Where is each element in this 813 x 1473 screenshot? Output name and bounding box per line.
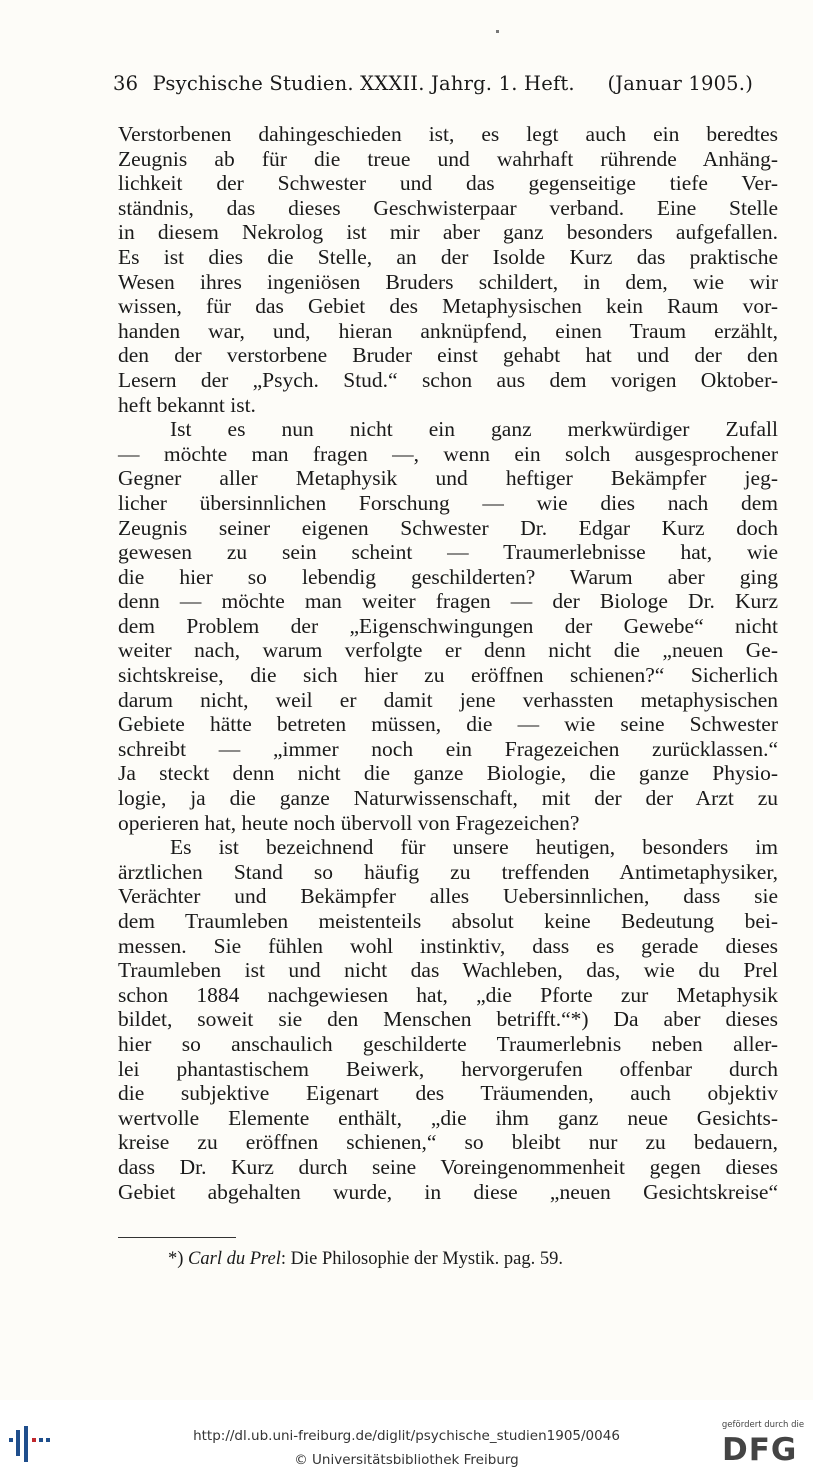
text-line: kreise zu eröffnen schienen,“ so bleibt nur zu bedauern, — [118, 1130, 778, 1155]
text-line: sichtskreise, die sich hier zu eröffnen schienen?“ Sicherlich — [118, 663, 778, 688]
text-line: Wesen ihres ingeniösen Bruders schildert, in dem, wie wir — [118, 269, 778, 294]
text-line: dem Traumleben meistenteils absolut keine Bedeutung bei- — [118, 909, 778, 933]
text-line: lichkeit der Schwester und das gegenseitige tiefe Ver- — [118, 171, 778, 196]
text-line: die hier so lebendig geschilderten? Warum aber ging — [118, 564, 778, 589]
text-line: heft bekannt ist. — [118, 392, 256, 417]
text-line: ärztlichen Stand so häufig zu treffenden Antimetaphysiker, — [118, 859, 778, 884]
text-line: wertvolle Elemente enthält, „die ihm ganz neue Gesichts- — [118, 1105, 778, 1130]
text-line: Verächter und Bekämpfer alles Uebersinnlichen, dass sie — [118, 884, 778, 909]
text-line: dass Dr. Kurz durch seine Voreingenommenheit gegen dieses — [118, 1154, 778, 1179]
text-line: Gebiete hätte betreten müssen, die — wie seine Schwester — [118, 712, 778, 737]
text-line: gewesen zu sein scheint — Traumerlebnisse hat, wie — [118, 540, 778, 565]
text-line: dem Problem der „Eigenschwingungen der Gewebe“ nicht — [118, 613, 778, 638]
footnote-text: : Die Philosophie der Mystik. pag. 59. — [280, 1249, 563, 1269]
text-line: — möchte man fragen —, wenn ein solch ausgesprochener — [118, 441, 778, 466]
text-line: lei phantastischem Beiwerk, hervorgerufen offenbar durch — [118, 1056, 778, 1081]
text-line: Es ist bezeichnend für unsere heutigen, besonders im — [170, 835, 778, 860]
funder-label: gefördert durch die — [721, 1420, 805, 1430]
text-line: Zeugnis seiner eigenen Schwester Dr. Edgar Kurz doch — [118, 515, 778, 540]
copyright-notice: © Universitätsbibliothek Freiburg — [294, 1452, 519, 1468]
scan-speck — [496, 30, 499, 33]
text-line: Es ist dies die Stelle, an der Isolde Kurz das praktische — [118, 244, 778, 269]
text-line: ständnis, das dieses Geschwisterpaar verband. Eine Stelle — [118, 195, 778, 220]
text-line: Zeugnis ab für die treue und wahrhaft rührende Anhäng- — [118, 146, 778, 171]
text-line: logie, ja die ganze Naturwissenschaft, mit der der Arzt zu — [118, 786, 778, 811]
text-line: in diesem Nekrolog ist mir aber ganz besonders aufgefallen. — [118, 220, 778, 245]
text-line: schon 1884 nachgewiesen hat, „die Pforte zur Metaphysik — [118, 982, 778, 1007]
body-text — [118, 122, 778, 1204]
footnote-rule — [118, 1237, 236, 1238]
text-line: licher übersinnlichen Forschung — wie dies nach dem — [118, 490, 778, 515]
text-line: wissen, für das Gebiet des Metaphysischen kein Raum vor- — [118, 294, 778, 319]
page-number: 36 — [113, 72, 139, 95]
issue-date: (Januar 1905.) — [607, 72, 753, 95]
text-line: bildet, soweit sie den Menschen betrifft.“*) Da aber dieses — [118, 1007, 778, 1032]
text-line: Traumleben ist und nicht das Wachleben, das, wie du Prel — [118, 958, 778, 983]
text-line: operieren hat, heute noch übervoll von Fragezeichen? — [118, 810, 580, 835]
text-line: handen war, und, hieran anknüpfend, einen Traum erzählt, — [118, 318, 778, 343]
text-line: Lesern der „Psych. Stud.“ schon aus dem vorigen Oktober- — [118, 367, 778, 392]
text-line: Gegner aller Metaphysik und heftiger Bekämpfer jeg- — [118, 466, 778, 491]
text-line: die subjektive Eigenart des Träumenden, auch objektiv — [118, 1081, 778, 1106]
permalink-link[interactable]: http://dl.ub.uni-freiburg.de/diglit/psychische_studien1905/0046 — [193, 1428, 620, 1444]
text-line: darum nicht, weil er damit jene verhassten metaphysischen — [118, 687, 778, 712]
footnote — [168, 1249, 563, 1270]
text-line: Ist es nun nicht ein ganz merkwürdiger Zufall — [170, 417, 778, 442]
dfg-logo: DFG — [722, 1432, 798, 1468]
text-line: Verstorbenen dahingeschieden ist, es legt auch ein beredtes — [118, 122, 778, 146]
text-line: schreibt — „immer noch ein Fragezeichen zurücklassen.“ — [118, 736, 778, 761]
journal-title: Psychische Studien. XXXII. Jahrg. 1. Heft. — [152, 72, 575, 95]
text-line: den der verstorbene Bruder einst gehabt hat und der den — [118, 343, 778, 368]
footnote-marker: *) — [168, 1249, 184, 1269]
text-line: Gebiet abgehalten wurde, in diese „neuen Gesichtskreise“ — [118, 1179, 778, 1204]
running-head — [113, 72, 753, 95]
text-line: denn — möchte man weiter fragen — der Biologe Dr. Kurz — [118, 589, 778, 614]
text-line: messen. Sie fühlen wohl instinktiv, dass es gerade dieses — [118, 933, 778, 958]
footnote-author: Carl du Prel — [188, 1249, 281, 1269]
text-line: weiter nach, warum verfolgte er denn nicht die „neuen Ge- — [118, 638, 778, 663]
text-line: Ja steckt denn nicht die ganze Biologie, die ganze Physio- — [118, 761, 778, 786]
text-line: hier so anschaulich geschilderte Traumerlebnis neben aller- — [118, 1031, 778, 1056]
dfg-funder-badge — [718, 1420, 808, 1468]
